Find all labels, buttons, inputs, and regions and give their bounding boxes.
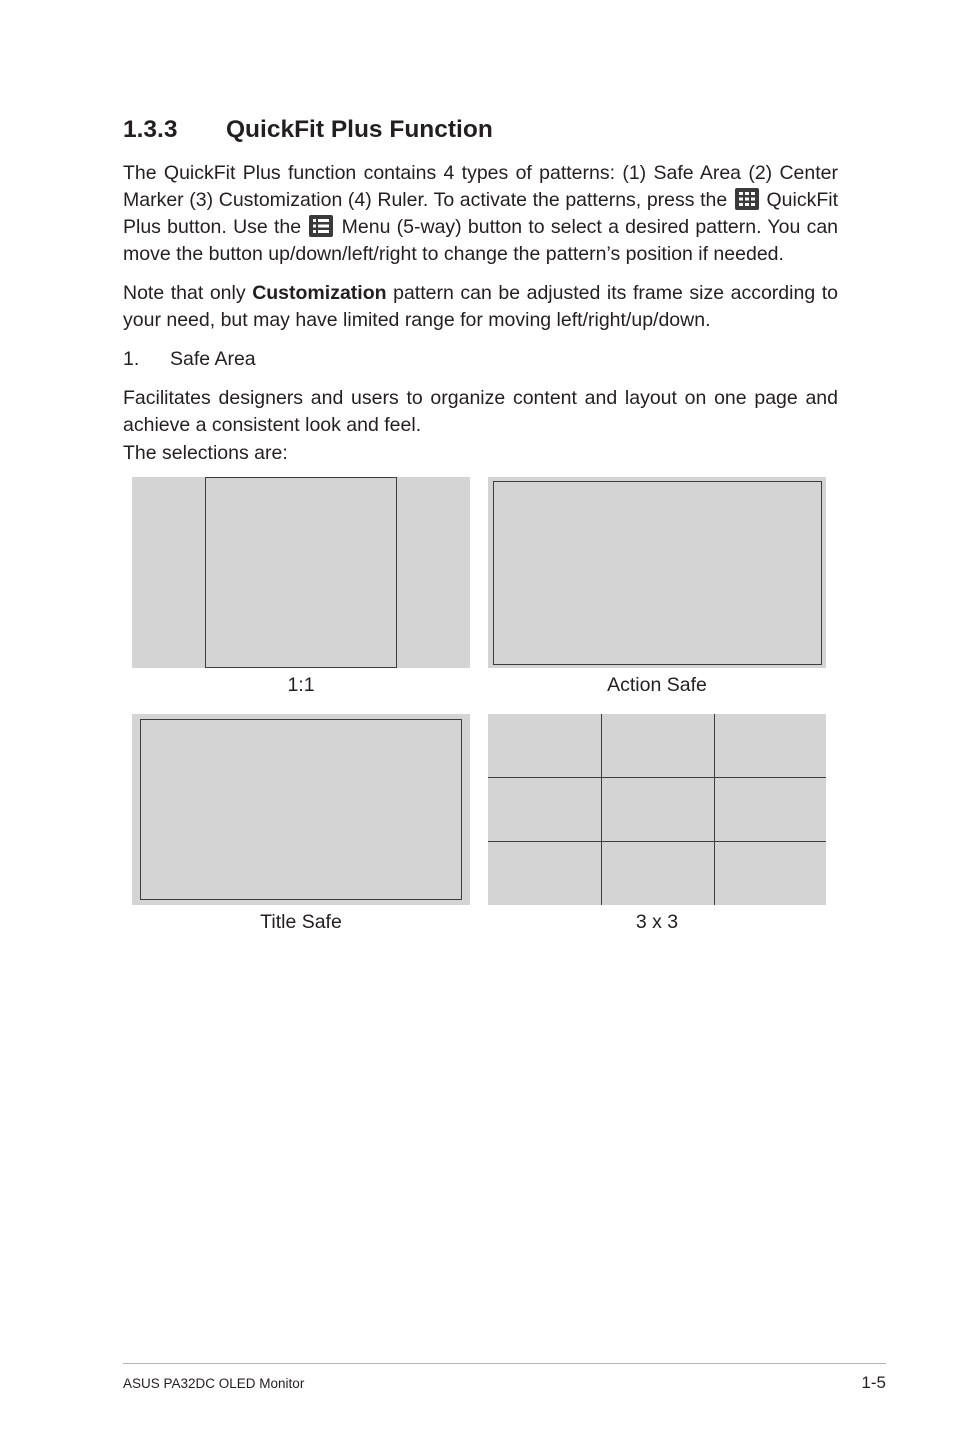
safe-area-description: Facilitates designers and users to organize content and layout on one page and achieve a consistent look and feel. — [123, 387, 838, 436]
pattern-action-safe-frame — [493, 481, 822, 665]
intro-text-1: The QuickFit Plus function contains 4 types of patterns: (1) Safe Area (2) Center Marker (3) Customization (4) Ruler. To activate the patterns, press the — [123, 162, 838, 211]
footer-product-name: ASUS PA32DC OLED Monitor — [123, 1376, 305, 1391]
list-item-label: Safe Area — [170, 348, 256, 370]
grid-line-horizontal-2 — [488, 841, 826, 842]
section-title: QuickFit Plus Function — [226, 116, 493, 143]
pattern-1-1-caption: 1:1 — [287, 674, 315, 696]
pattern-title-safe-image — [132, 714, 470, 905]
grid-line-horizontal-1 — [488, 777, 826, 778]
menu-list-icon — [309, 215, 333, 237]
grid-line-vertical-2 — [714, 714, 715, 905]
quickfit-grid-icon — [735, 188, 759, 210]
pattern-1-1-frame — [205, 477, 397, 668]
note-text-before: Note that only — [123, 282, 246, 304]
pattern-3x3-caption: 3 x 3 — [635, 911, 679, 933]
section-heading — [123, 116, 493, 144]
pattern-1-1-image — [132, 477, 470, 668]
pattern-action-safe-image — [488, 477, 826, 668]
list-item-safe-area — [123, 346, 256, 373]
pattern-title-safe-frame — [140, 719, 462, 900]
list-item-number: 1. — [123, 348, 140, 370]
pattern-3x3-image — [488, 714, 826, 905]
intro-text-2: QuickFit Plus button. Use the — [123, 189, 838, 238]
footer-page-number: 1-5 — [861, 1373, 886, 1392]
footer-divider — [123, 1363, 886, 1364]
intro-paragraph — [123, 160, 838, 268]
selections-label: The selections are: — [123, 442, 288, 464]
note-bold-term: Customization — [252, 282, 387, 304]
pattern-title-safe-caption: Title Safe — [260, 911, 342, 933]
intro-text-3: Menu (5-way) button to select a desired pattern. You can move the button up/down/left/right to change the pattern’s position if needed. — [123, 216, 839, 265]
note-paragraph — [123, 280, 838, 334]
note-text-after: pattern can be adjusted its frame size according to your need, but may have limited range for moving left/right/up/down. — [123, 282, 838, 331]
grid-line-vertical-1 — [601, 714, 602, 905]
pattern-action-safe-caption: Action Safe — [607, 674, 707, 696]
section-number: 1.3.3 — [123, 116, 178, 143]
